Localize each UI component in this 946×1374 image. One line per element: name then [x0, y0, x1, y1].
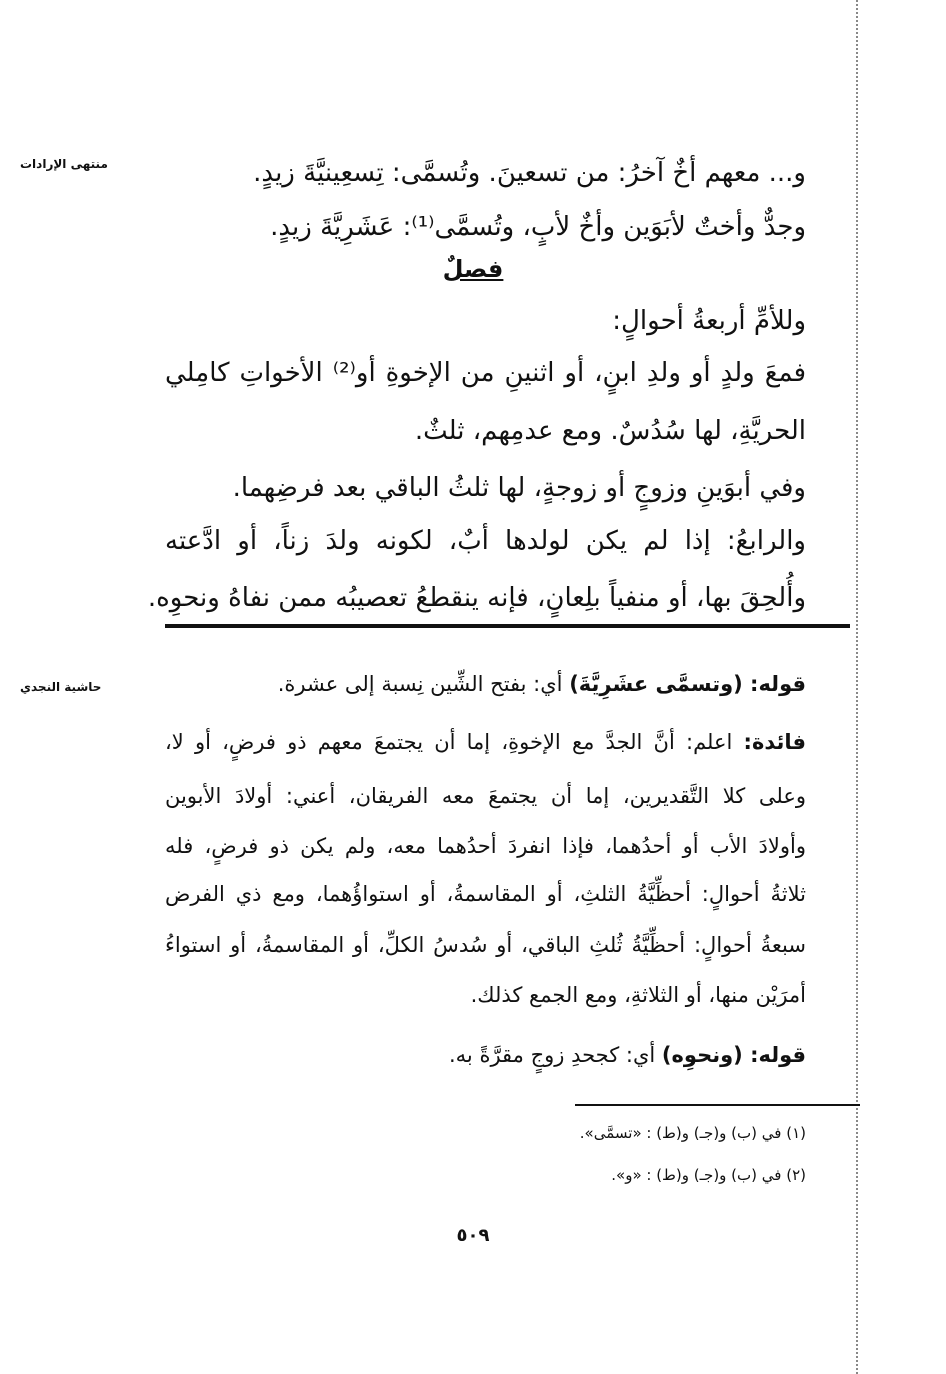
commentary-line: وأولادَ الأب أو أحدُهما، فإذا انفردَ أحدُهما معه، ولم يكن ذو فرضٍ، فله — [165, 834, 806, 858]
section-divider — [165, 624, 850, 628]
footnote: (١) في (ب) و(جـ) و(ط) : «تسمَّى». — [579, 1124, 806, 1142]
commentary-lemma: قوله: (ونحوِه) — [661, 1043, 806, 1067]
commentary-lemma: قوله: (وتسمَّى عشَرِيَّةَ) — [569, 672, 806, 696]
commentary-lemma: فائدة: — [743, 730, 806, 754]
main-line: وجدٌّ وأختٌ لأبَوَين وأخٌ لأبٍ، وتُسمَّى⁽¹⁾: عَشَرِيَّةَ زيدٍ. — [270, 212, 806, 242]
footnote: (٢) في (ب) و(جـ) و(ط) : «و». — [611, 1166, 806, 1184]
commentary-line — [449, 1043, 806, 1067]
main-line: الحريَّةِ، لها سُدُسٌ. ومع عدمِهم، ثلثٌ. — [414, 416, 806, 446]
commentary-text: أي: كجحدِ زوجٍ مقرَّةً به. — [448, 1043, 662, 1067]
footnote-divider — [575, 1104, 860, 1106]
main-line: وأُلحِقَ بها، أو منفياً بلِعانٍ، فإنه ينقطعُ تعصيبُه ممن نفاهُ ونحوِه. — [147, 583, 806, 613]
main-line: وفي أبوَينِ وزوجٍ أو زوجةٍ، لها ثلثُ الباقي بعد فرضِهما. — [232, 473, 806, 503]
section-heading — [0, 255, 946, 283]
commentary-line: سبعةُ أحوالٍ: أحظِّيَّةُ ثُلثِ الباقي، أو سُدسُ الكلِّ، أو المقاسمةُ، أو استواءُ — [165, 933, 806, 957]
page-edge-dotted-border — [856, 0, 858, 1374]
page-number: ٥٠٩ — [456, 1225, 490, 1246]
main-line: و... معهم أخٌ آخرُ: من تسعينَ. وتُسمَّى: تِسعِينيَّةَ زيدٍ. — [253, 158, 806, 188]
side-label-hashiya: حاشية النجدي — [20, 680, 102, 694]
commentary-line: ثلاثةُ أحوالٍ: أحظِّيَّةُ الثلثِ، أو المقاسمةُ، أو استواؤُهما، ومع ذي الفرض — [165, 882, 806, 906]
commentary-line: أمرَيْن منها، أو الثلاثةِ، ومع الجمع كذلك. — [470, 983, 806, 1007]
commentary-line — [165, 730, 806, 754]
section-heading-text: فصلٌ — [442, 255, 504, 283]
main-line: وللأمِّ أربعةُ أحوالٍ: — [612, 306, 806, 336]
commentary-line — [278, 672, 806, 696]
main-line: والرابعُ: إذا لم يكن لولدها أبٌ، لكونه ولدَ زناً، أو ادَّعته — [165, 526, 806, 556]
commentary-text: اعلم: أنَّ الجدَّ مع الإخوةِ، إما أن يجتمعَ معهم ذو فرضٍ، أو لا، — [165, 730, 744, 754]
commentary-text: أي: بفتح الشِّين نِسبة إلى عشرة. — [277, 672, 570, 696]
commentary-line: وعلى كلا التَّقديرين، إما أن يجتمعَ معه الفريقان، أعني: أولادَ الأبوين — [165, 784, 806, 808]
main-line: فمعَ ولدٍ أو ولدِ ابنٍ، أو اثنينِ من الإخوةِ أو⁽²⁾ الأخواتِ كامِلي — [165, 358, 806, 388]
side-label-matn: منتهى الإرادات — [20, 157, 108, 171]
